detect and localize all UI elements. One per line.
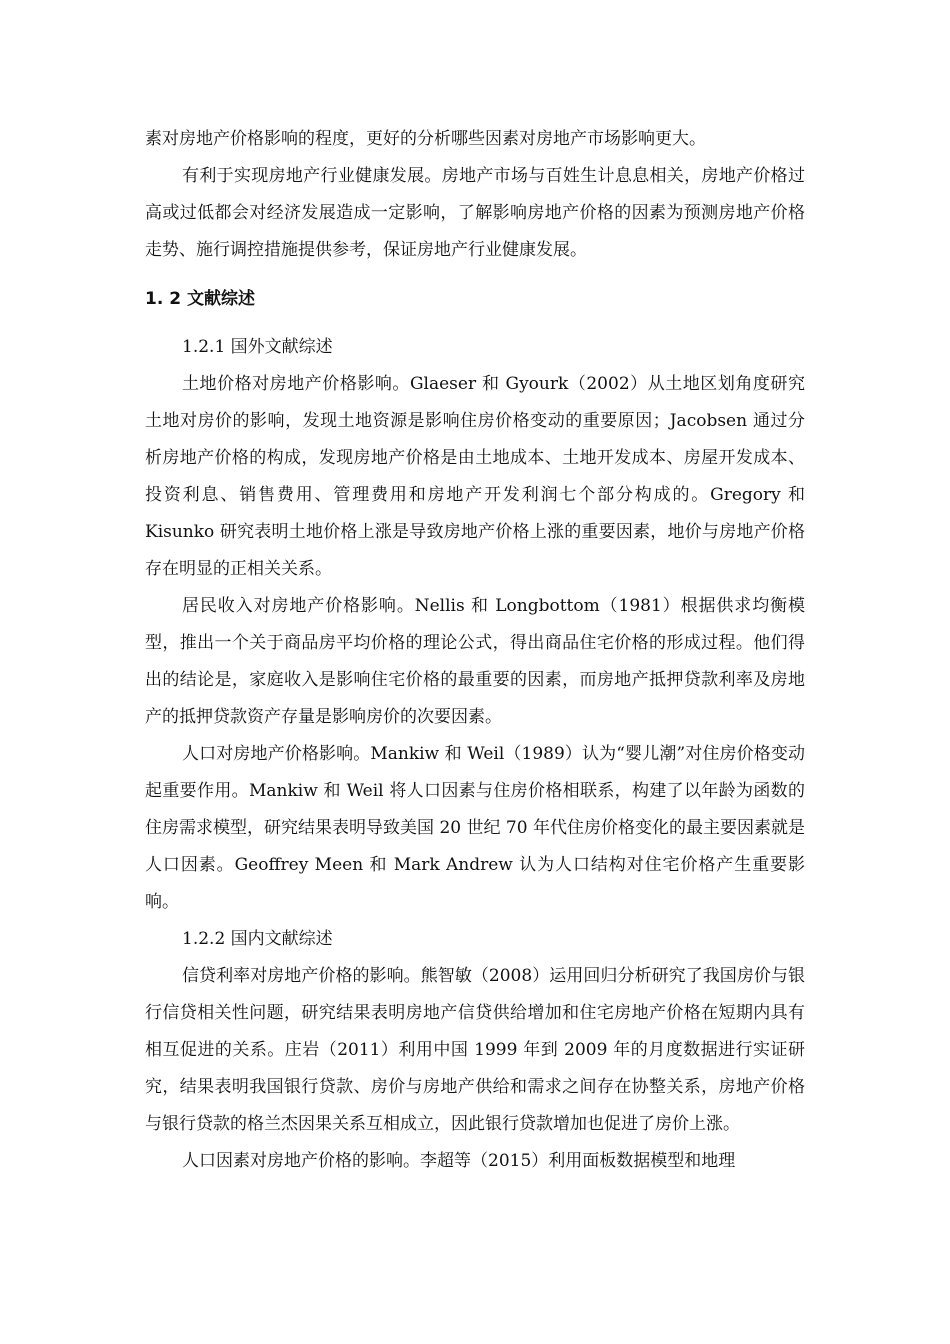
paragraph-income: 居民收入对房地产价格影响。Nellis 和 Longbottom（1981）根据供求均衡模型，推出一个关于商品房平均价格的理论公式，得出商品住宅价格的形成过程。他们得出的结论是，家庭收入是影响住宅价格的最重要的因素，而房地产抵押贷款利率及房地产的抵押贷款资产存量是影响房价的次要因素。 (145, 596, 805, 727)
subsection-heading-foreign: 1.2.1 国外文献综述 (182, 337, 333, 357)
paragraph-continued: 素对房地产价格影响的程度，更好的分析哪些因素对房地产市场影响更大。 (145, 129, 706, 149)
paragraph-population: 人口对房地产价格影响。Mankiw 和 Weil（1989）认为“婴儿潮”对住房价格变动起重要作用。Mankiw 和 Weil 将人口因素与住房价格相联系，构建了以年龄为函数的住房需求模型，研究结果表明导致美国 20 世纪 70 年代住房价格变化的最主要因素就是人口因素。Geoffrey Meen 和 Mark Andrew 认为人口结构对住宅价格产生重要影响。 (145, 744, 805, 912)
document-page (145, 121, 805, 1180)
paragraph-population-domestic: 人口因素对房地产价格的影响。李超等（2015）利用面板数据模型和地理 (182, 1151, 736, 1171)
paragraph-healthy-development: 有利于实现房地产行业健康发展。房地产市场与百姓生计息息相关，房地产价格过高或过低都会对经济发展造成一定影响，了解影响房地产价格的因素为预测房地产价格走势、施行调控措施提供参考，保证房地产行业健康发展。 (145, 166, 805, 260)
section-heading-literature-review: 1. 2 文献综述 (145, 289, 255, 309)
subsection-heading-domestic: 1.2.2 国内文献综述 (182, 929, 333, 949)
paragraph-credit-rate: 信贷利率对房地产价格的影响。熊智敏（2008）运用回归分析研究了我国房价与银行信贷相关性问题，研究结果表明房地产信贷供给增加和住宅房地产价格在短期内具有相互促进的关系。庄岩（2011）利用中国 1999 年到 2009 年的月度数据进行实证研究，结果表明我国银行贷款、房价与房地产供给和需求之间存在协整关系，房地产价格与银行贷款的格兰杰因果关系互相成立，因此银行贷款增加也促进了房价上涨。 (145, 966, 805, 1134)
paragraph-land-price: 土地价格对房地产价格影响。Glaeser 和 Gyourk（2002）从土地区划角度研究土地对房价的影响，发现土地资源是影响住房价格变动的重要原因；Jacobsen 通过分析房地产价格的构成，发现房地产价格是由土地成本、土地开发成本、房屋开发成本、投资利息、销售费用、管理费用和房地产开发利润七个部分构成的。Gregory 和 Kisunko 研究表明土地价格上涨是导致房地产价格上涨的重要因素，地价与房地产价格存在明显的正相关关系。 (145, 374, 805, 579)
